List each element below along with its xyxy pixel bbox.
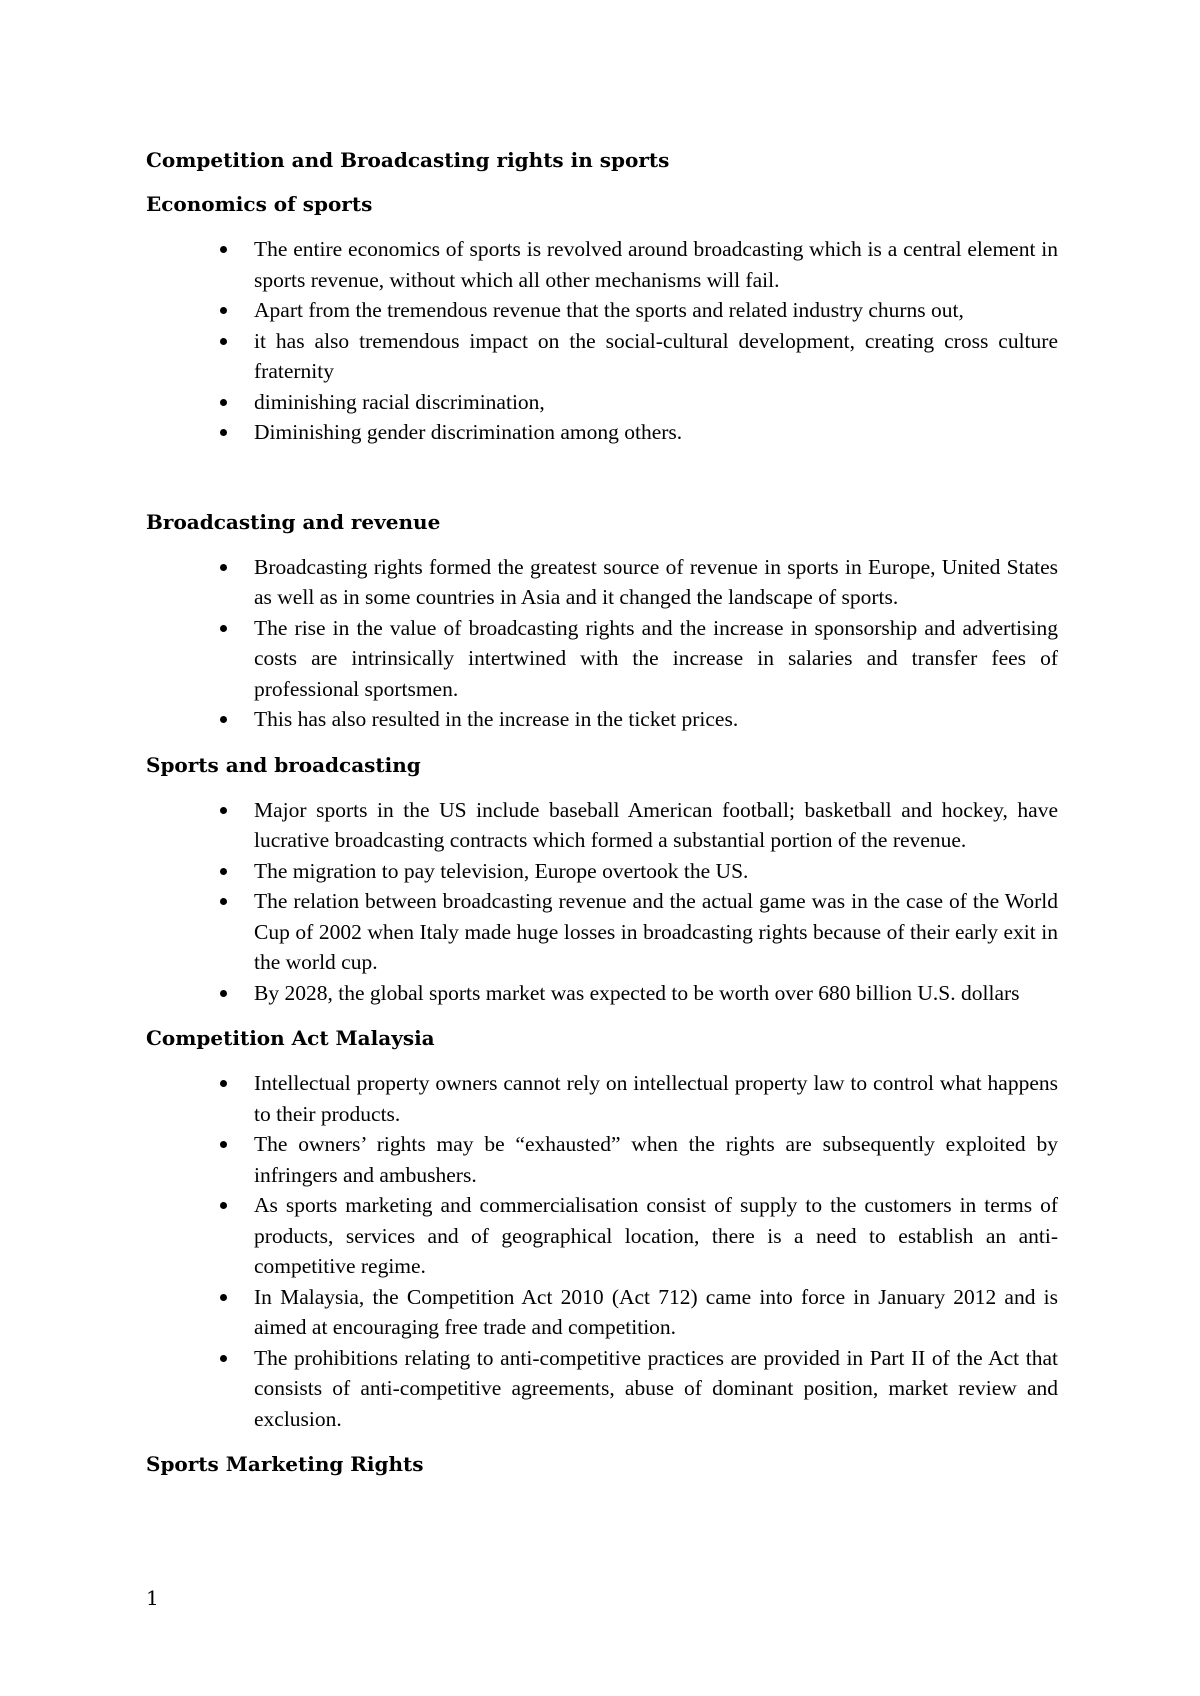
list-item: The entire economics of sports is revolved around broadcasting which is a central element in sports revenue, without which all other mechanisms will fail. <box>254 234 1058 295</box>
section-heading-economics: Economics of sports <box>146 192 373 216</box>
document-title: Competition and Broadcasting rights in sports <box>146 148 670 172</box>
list-item: Broadcasting rights formed the greatest source of revenue in sports in Europe, United States as well as in some countries in Asia and it changed the landscape of sports. <box>254 552 1058 613</box>
list-item: In Malaysia, the Competition Act 2010 (Act 712) came into force in January 2012 and is aimed at encouraging free trade and competition. <box>254 1282 1058 1343</box>
section-heading-broadcasting-revenue: Broadcasting and revenue <box>146 509 441 534</box>
list-item: Apart from the tremendous revenue that the sports and related industry churns out, <box>254 295 1058 326</box>
document-body <box>146 146 1058 1494</box>
bullet-list-competition-act <box>146 1068 1058 1434</box>
list-item: The migration to pay television, Europe overtook the US. <box>254 856 1058 887</box>
section-heading-sports-broadcasting: Sports and broadcasting <box>146 752 421 777</box>
list-item: diminishing racial discrimination, <box>254 387 1058 418</box>
list-item: The prohibitions relating to anti-competitive practices are provided in Part II of the Act that consists of anti-competitive agreements, abuse of dominant position, market review and exclusion. <box>254 1343 1058 1435</box>
section-heading-competition-act: Competition Act Malaysia <box>146 1026 435 1050</box>
bullet-list-broadcasting-revenue <box>146 552 1058 735</box>
list-item: The relation between broadcasting revenue and the actual game was in the case of the World Cup of 2002 when Italy made huge losses in broadcasting rights because of their early exit in the world cup. <box>254 886 1058 978</box>
list-item: By 2028, the global sports market was expected to be worth over 680 billion U.S. dollars <box>254 978 1058 1009</box>
list-item: Intellectual property owners cannot rely on intellectual property law to control what happens to their products. <box>254 1068 1058 1129</box>
list-item: The rise in the value of broadcasting rights and the increase in sponsorship and advertising costs are intrinsically intertwined with the increase in salaries and transfer fees of professional sportsmen. <box>254 613 1058 705</box>
list-item: The owners’ rights may be “exhausted” when the rights are subsequently exploited by infringers and ambushers. <box>254 1129 1058 1190</box>
list-item: This has also resulted in the increase in the ticket prices. <box>254 704 1058 735</box>
page-number: 1 <box>146 1586 159 1610</box>
list-item: it has also tremendous impact on the social-cultural development, creating cross culture fraternity <box>254 326 1058 387</box>
bullet-list-sports-broadcasting <box>146 795 1058 1009</box>
section-heading-marketing-rights: Sports Marketing Rights <box>146 1452 424 1476</box>
bullet-list-economics <box>146 234 1058 448</box>
list-item: Major sports in the US include baseball American football; basketball and hockey, have lucrative broadcasting contracts which formed a substantial portion of the revenue. <box>254 795 1058 856</box>
spacer <box>146 464 1058 508</box>
list-item: Diminishing gender discrimination among others. <box>254 417 1058 448</box>
list-item: As sports marketing and commercialisation consist of supply to the customers in terms of products, services and of geographical location, there is a need to establish an anti-competitive regime. <box>254 1190 1058 1282</box>
